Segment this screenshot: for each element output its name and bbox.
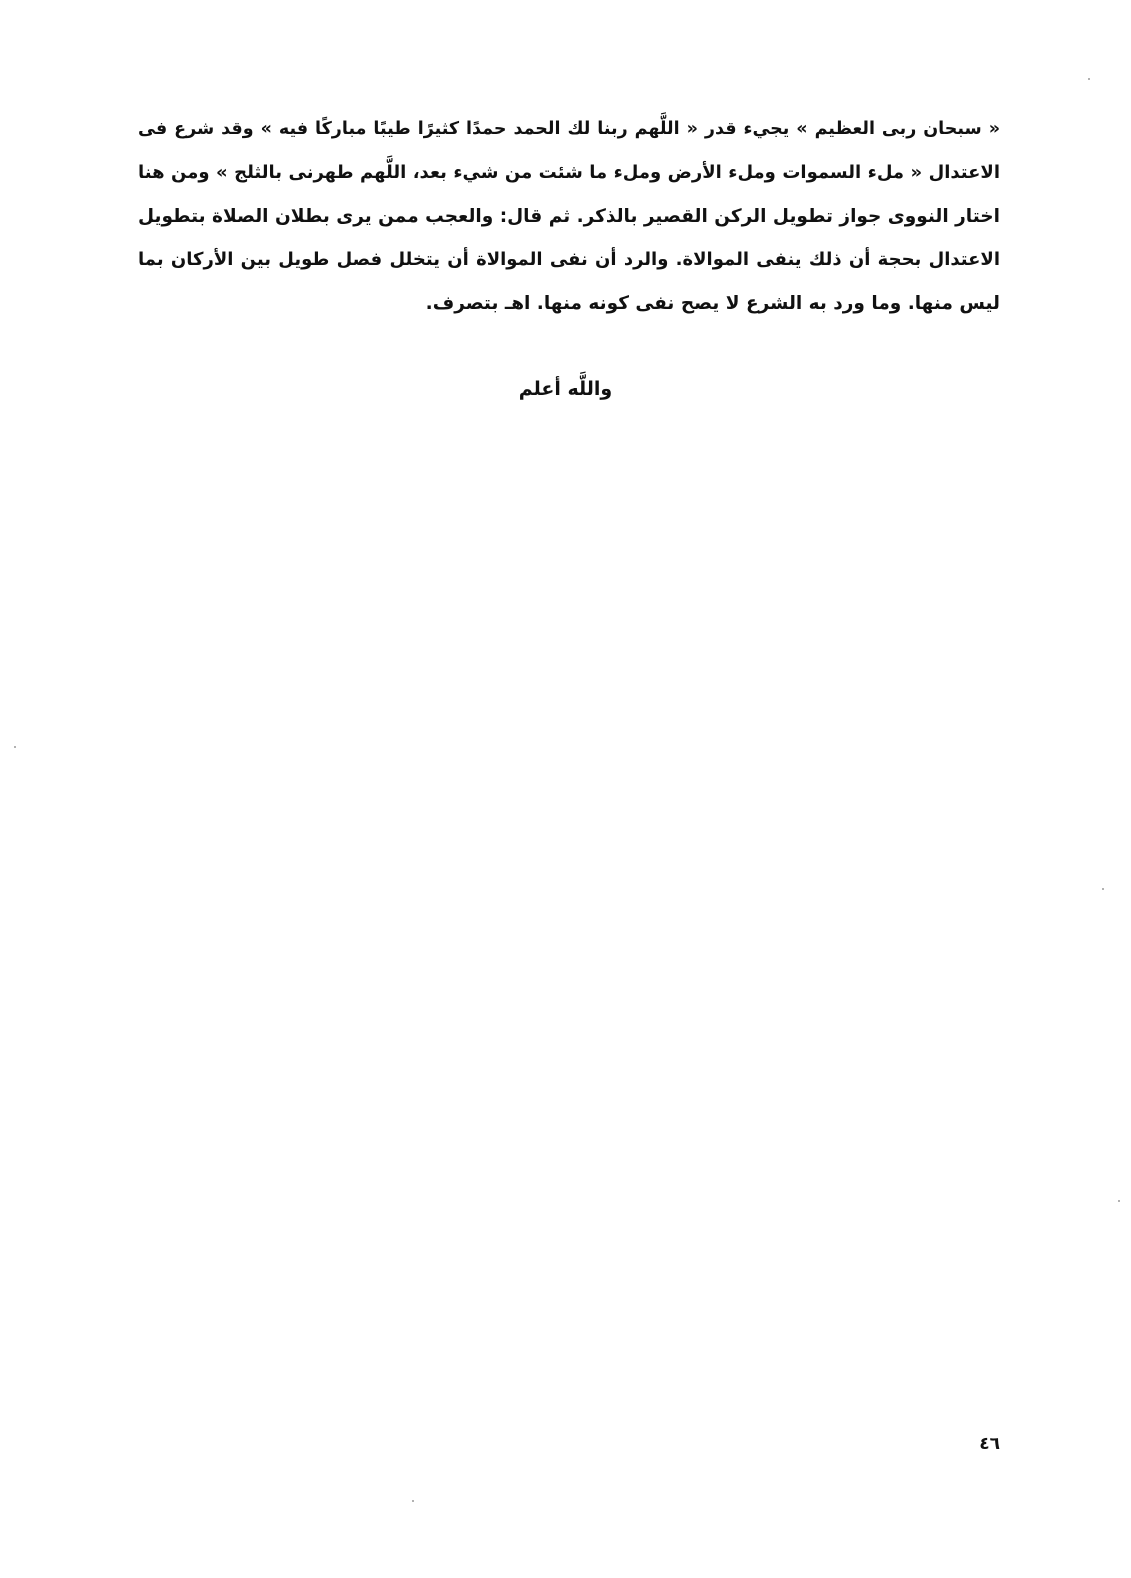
text-line: الاعتدال « ملء السموات وملء الأرض وملء ما شئت من شيء بعد، اللَّهم طهرنى بالثلج » ومن هنا xyxy=(138,162,1000,184)
scan-speck xyxy=(412,1500,414,1502)
text-line: اختار النووى جواز تطويل الركن القصير بالذكر. ثم قال: والعجب ممن يرى بطلان الصلاة بتطويل xyxy=(138,205,1000,227)
text-line: « سبحان ربى العظيم » يجيء قدر « اللَّهم ربنا لك الحمد حمدًا كثيرًا طيبًا مباركًا فيه » وقد شرع فى xyxy=(138,119,1000,139)
scan-speck xyxy=(14,746,16,748)
closing-phrase: واللَّه أعلم xyxy=(518,378,613,400)
page-number: ٤٦ xyxy=(979,1434,1000,1454)
scan-speck xyxy=(1088,78,1090,80)
text-line: الاعتدال بحجة أن ذلك ينفى الموالاة. والرد أن نفى الموالاة أن يتخلل فصل طويل بين الأركان بما xyxy=(138,249,1000,271)
scan-speck xyxy=(1102,888,1104,890)
text-line: ليس منها. وما ورد به الشرع لا يصح نفى كونه منها. اهـ بتصرف. xyxy=(425,292,1000,314)
body-paragraph xyxy=(138,108,1000,325)
scan-speck xyxy=(1118,1200,1120,1202)
